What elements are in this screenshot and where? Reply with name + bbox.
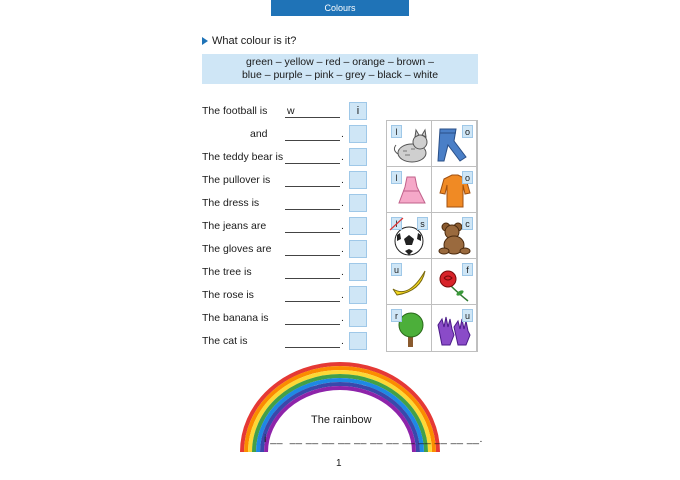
answer-blank[interactable] [285, 347, 340, 348]
cell-football [387, 213, 432, 259]
answer-blank[interactable] [285, 301, 340, 302]
answer-blank[interactable] [285, 163, 340, 164]
letter-square[interactable] [349, 309, 367, 327]
cell-pullover [432, 167, 477, 213]
row-label: The pullover is [202, 174, 271, 186]
letter-square[interactable] [349, 194, 367, 212]
row-label: The rose is [202, 289, 254, 301]
answer-blank[interactable] [285, 232, 340, 233]
letter-square[interactable]: i [349, 102, 367, 120]
letter-square[interactable] [349, 332, 367, 350]
period: . [341, 151, 344, 163]
rainbow-answer-line[interactable] [264, 433, 483, 445]
period: . [341, 243, 344, 255]
cell-letter: l [391, 125, 402, 138]
row-label: The football is [202, 105, 268, 117]
row-label: The teddy bear is [202, 151, 284, 163]
answer-blank[interactable] [285, 186, 340, 187]
cell-jeans [432, 121, 477, 167]
letter-square[interactable] [349, 217, 367, 235]
period: . [341, 128, 344, 140]
triangle-bullet-icon [202, 37, 208, 45]
answer-blank[interactable] [285, 255, 340, 256]
period: . [341, 335, 344, 347]
answer-blank[interactable] [285, 117, 340, 118]
period: . [341, 174, 344, 186]
period: . [341, 289, 344, 301]
period: . [341, 266, 344, 278]
word-bank-line-2: blue – purple – pink – grey – black – white [241, 69, 439, 81]
rainbow-title: The rainbow [311, 414, 372, 426]
cell-letter: o [462, 125, 473, 138]
cell-letter: l [391, 171, 402, 184]
period: . [341, 220, 344, 232]
row-label: The cat is [202, 335, 248, 347]
cell-letter: r [391, 309, 402, 322]
page-number: 1 [336, 458, 342, 469]
cell-banana [387, 259, 432, 305]
cell-tree [387, 305, 432, 351]
letter-square[interactable] [349, 286, 367, 304]
row-label: and [250, 128, 268, 140]
cell-letter: o [462, 171, 473, 184]
cell-teddy [432, 213, 477, 259]
cell-letter: c [462, 217, 473, 230]
row-label: The banana is [202, 312, 269, 324]
row-label: The gloves are [202, 243, 272, 255]
letter-square[interactable] [349, 263, 367, 281]
cell-letter: f [462, 263, 473, 276]
answer-text: w [287, 105, 295, 117]
period: . [341, 312, 344, 324]
answer-blank[interactable] [285, 140, 340, 141]
letter-square[interactable] [349, 171, 367, 189]
row-label: The tree is [202, 266, 252, 278]
letter-square[interactable] [349, 125, 367, 143]
cell-dress [387, 167, 432, 213]
answer-blank[interactable] [285, 278, 340, 279]
rainbow-first-letter: i [264, 433, 267, 445]
period: . [341, 197, 344, 209]
cell-letter: s [417, 217, 428, 230]
instruction-text: What colour is it? [212, 35, 297, 47]
cell-rose [432, 259, 477, 305]
cell-letter: u [462, 309, 473, 322]
cell-cat [387, 121, 432, 167]
row-label: The dress is [202, 197, 260, 209]
answer-blank[interactable] [285, 209, 340, 210]
instruction [202, 35, 296, 47]
letter-square[interactable] [349, 148, 367, 166]
cell-gloves [432, 305, 477, 351]
word-bank [202, 54, 478, 84]
letter-square[interactable] [349, 240, 367, 258]
row-label: The jeans are [202, 220, 267, 232]
cell-letter: u [391, 263, 402, 276]
answer-blank[interactable] [285, 324, 340, 325]
picture-grid [386, 120, 478, 352]
rainbow-blanks: __ __ __ __ __ __ __ __ __ __ __ __ __. [270, 433, 483, 445]
word-bank-line-1: green – yellow – red – orange – brown – [246, 56, 434, 68]
page-header: Colours [271, 0, 409, 16]
